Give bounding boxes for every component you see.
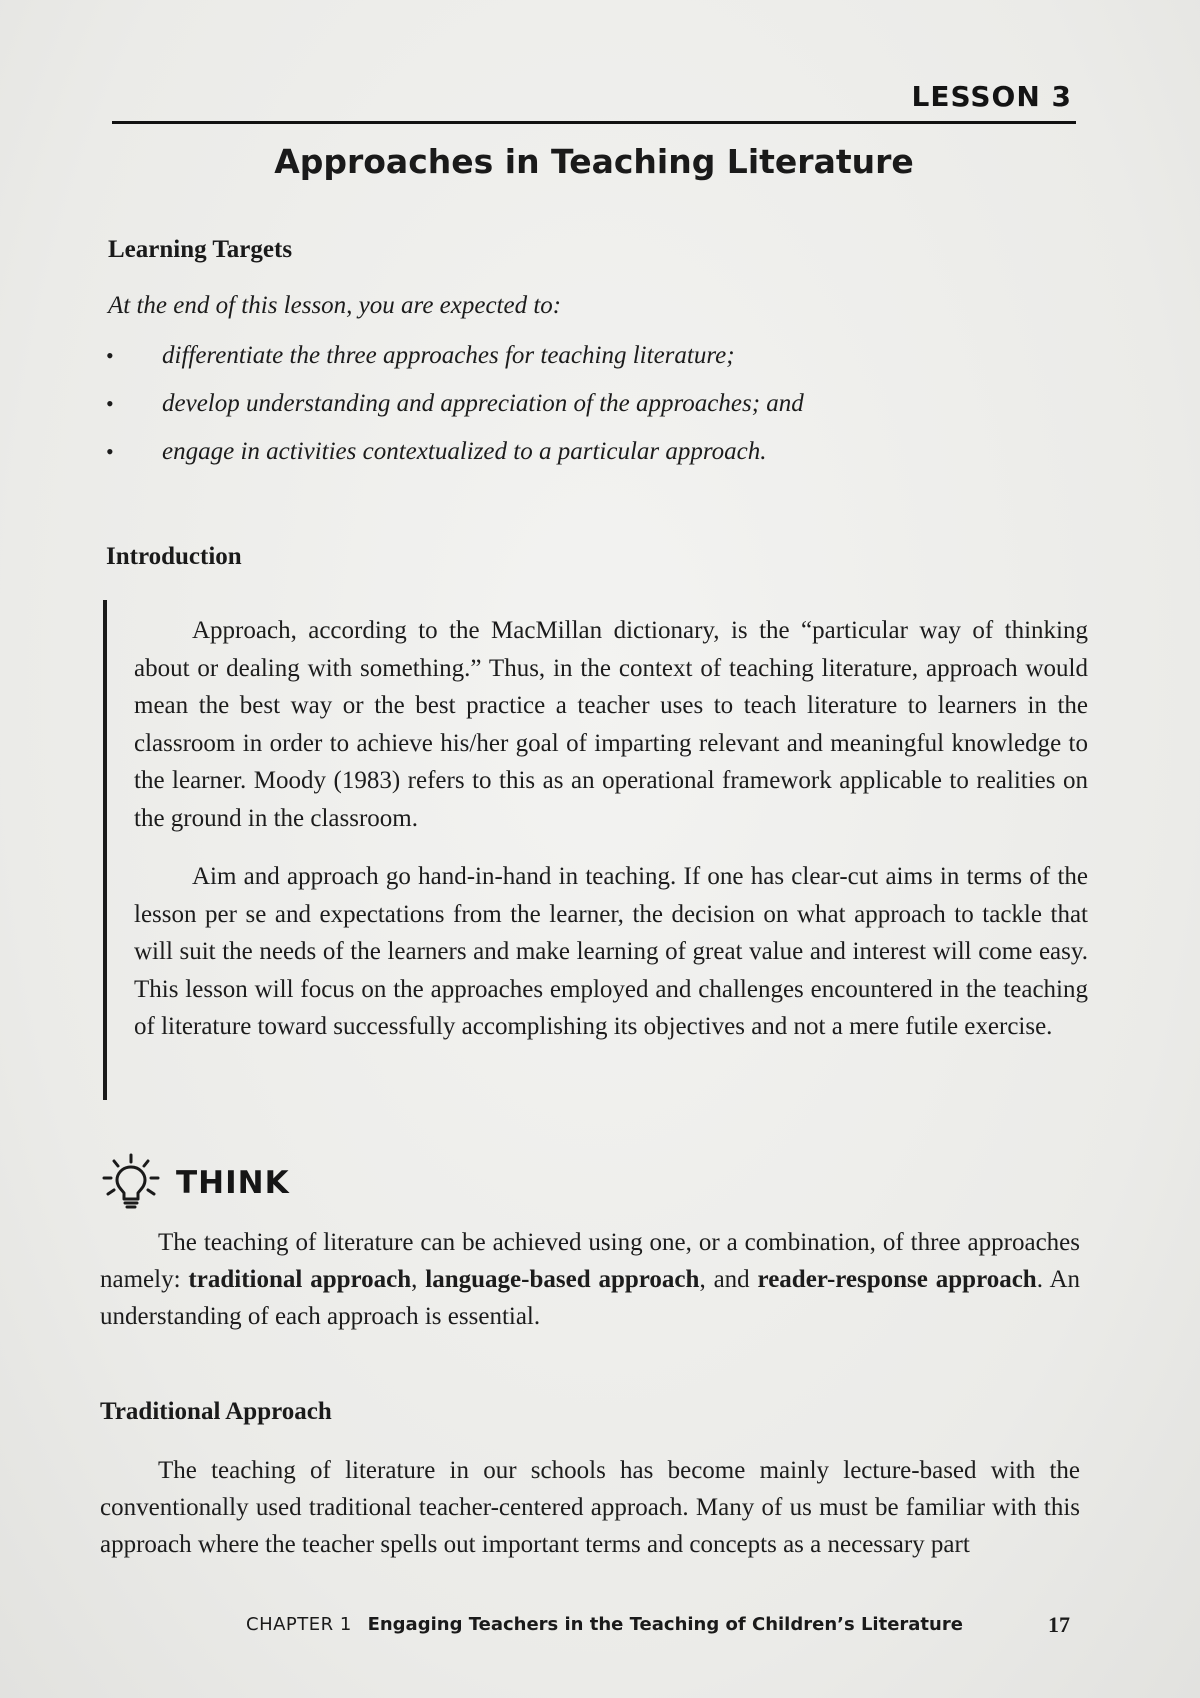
lesson-title: Approaches in Teaching Literature xyxy=(274,142,914,181)
introduction-paragraph-2: Aim and approach go hand-in-hand in teaching. If one has clear-cut aims in terms of the lesson per se and expectations from the learner, the decision on what approach to tackle that will suit the needs of the learners and make learning of great value and interest will come easy. This lesson will focus on the approaches employed and challenges encountered in the teaching of literature toward successfully accomplishing its objectives and not a mere futile exercise. xyxy=(134,863,1088,1040)
traditional-approach-paragraph: The teaching of literature in our schools has become mainly lecture-based with the conventionally used traditional teacher-centered approach. Many of us must be familiar with this approach where the teacher spells out important terms and concepts as a necessary part xyxy=(100,1457,1080,1558)
page-footer xyxy=(246,1614,963,1635)
approach-language-based: language-based approach xyxy=(425,1266,700,1293)
introduction-body xyxy=(134,612,1088,1046)
think-text-start: The teaching of literature can be achieved using one, or a combination, of three approaches namely: xyxy=(100,1229,1080,1293)
think-body xyxy=(100,1224,1080,1335)
target-text: develop understanding and appreciation of the approaches; and xyxy=(162,390,804,417)
footer-chapter: CHAPTER 1 xyxy=(246,1614,352,1635)
footer-book-title: Engaging Teachers in the Teaching of Children’s Literature xyxy=(367,1614,963,1635)
introduction-side-bar xyxy=(103,600,107,1100)
think-separator: , and xyxy=(699,1266,758,1293)
header-rule xyxy=(112,121,1076,124)
page-number: 17 xyxy=(1048,1612,1070,1637)
think-text-end: . An understanding of each approach is essential. xyxy=(100,1266,1081,1330)
bullet-icon: • xyxy=(106,343,114,368)
lightbulb-icon xyxy=(100,1152,162,1214)
traditional-approach-body xyxy=(100,1452,1080,1563)
learning-targets-list xyxy=(100,340,804,484)
target-text: engage in activities contextualized to a particular approach. xyxy=(162,438,767,465)
think-separator: , xyxy=(411,1266,426,1293)
introduction-paragraph-1: Approach, according to the MacMillan dictionary, is the “particular way of thinking about or dealing with something.” Thus, in the context of teaching literature, approach would mean the best way or the best practice a teacher uses to teach literature to learners in the classroom in order to achieve his/her goal of imparting relevant and meaningful knowledge to the learner. Moody (1983) refers to this as an operational framework applicable to realities on the ground in the classroom. xyxy=(134,617,1088,832)
learning-targets-intro: At the end of this lesson, you are expected to: xyxy=(108,292,562,319)
bullet-icon: • xyxy=(106,391,114,416)
approach-traditional: traditional approach xyxy=(188,1266,412,1293)
target-text: differentiate the three approaches for teaching literature; xyxy=(162,342,735,369)
think-label: THINK xyxy=(176,1165,290,1201)
approach-reader-response: reader-response approach xyxy=(757,1266,1037,1293)
list-item xyxy=(100,388,804,436)
think-header xyxy=(100,1148,290,1218)
lesson-label: LESSON 3 xyxy=(911,80,1072,113)
learning-targets-heading: Learning Targets xyxy=(108,236,293,263)
list-item xyxy=(100,436,804,484)
introduction-heading: Introduction xyxy=(106,543,242,570)
traditional-approach-heading: Traditional Approach xyxy=(100,1398,332,1425)
think-paragraph xyxy=(100,1224,1080,1335)
bullet-icon: • xyxy=(106,439,114,464)
list-item xyxy=(100,340,804,388)
